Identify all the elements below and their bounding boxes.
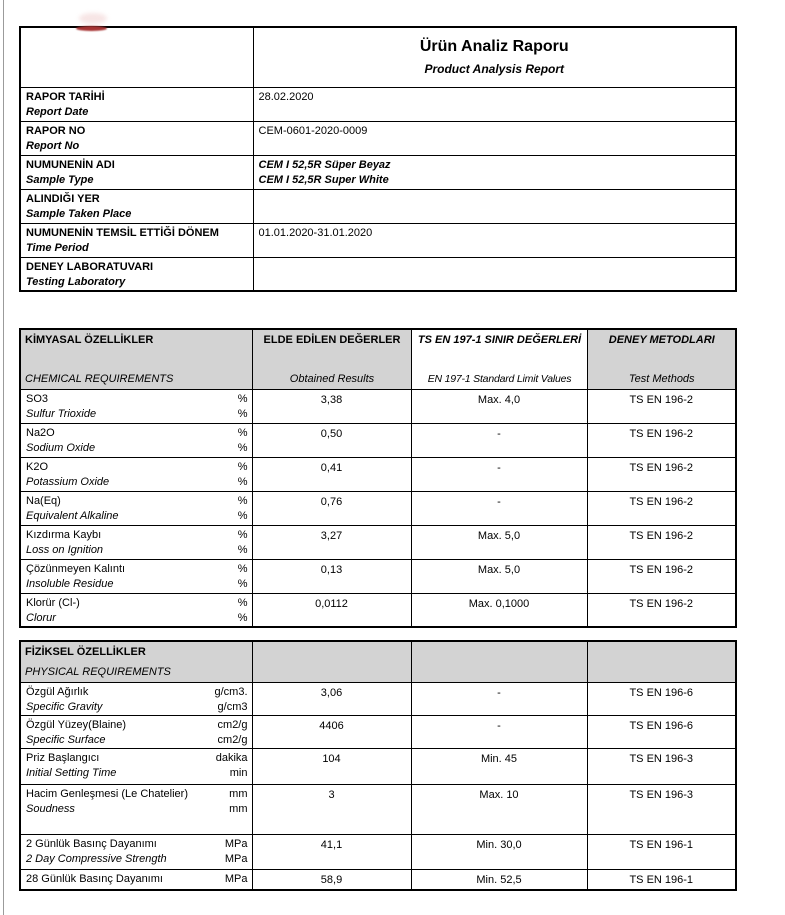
value-text-2: CEM I 52,5R Super White xyxy=(258,173,389,186)
chemical-header-results xyxy=(252,329,411,389)
limit-cell: - xyxy=(411,423,587,457)
value-cell xyxy=(253,121,736,155)
parameter-tr: Klorür (Cl-) xyxy=(26,596,80,609)
label-en: Report No xyxy=(26,139,80,152)
method-cell: TS EN 196-2 xyxy=(587,559,736,593)
title-cell xyxy=(253,27,736,87)
result-cell: 0,0112 xyxy=(252,593,411,627)
chemical-header-parameter xyxy=(20,329,252,389)
unit-en: % xyxy=(237,577,248,590)
parameter-cell xyxy=(20,834,252,869)
label-tr: NUMUNENİN ADI xyxy=(26,158,115,171)
unit-tr: MPa xyxy=(224,837,248,850)
method-cell: TS EN 196-2 xyxy=(587,423,736,457)
unit-tr: % xyxy=(237,494,248,507)
parameter-tr: Hacim Genleşmesi (Le Chatelier) xyxy=(26,787,188,800)
value-cell xyxy=(253,257,736,291)
method-cell: TS EN 196-2 xyxy=(587,593,736,627)
info-row-sample-type xyxy=(20,155,736,189)
table-row-2day-strength xyxy=(20,834,736,869)
table-row-loss-on-ignition xyxy=(20,525,736,559)
unit-tr: dakika xyxy=(215,751,248,764)
parameter-tr: Kızdırma Kaybı xyxy=(26,528,102,541)
chemical-header-row xyxy=(20,329,736,389)
value-cell xyxy=(253,189,736,223)
report-subtitle: Product Analysis Report xyxy=(424,62,565,77)
unit-en: g/cm3 xyxy=(217,700,248,713)
unit-tr: % xyxy=(237,460,248,473)
parameter-cell xyxy=(20,715,252,748)
unit-tr: mm xyxy=(229,787,248,800)
limit-cell: Max. 5,0 xyxy=(411,525,587,559)
result-cell: 3,27 xyxy=(252,525,411,559)
parameter-tr: Çözünmeyen Kalıntı xyxy=(26,562,126,575)
unit-en: min xyxy=(229,766,248,779)
result-cell: 3,06 xyxy=(252,682,411,715)
label-cell xyxy=(20,223,253,257)
parameter-en: Loss on Ignition xyxy=(26,543,104,556)
parameter-cell xyxy=(20,784,252,834)
header-tr: TS EN 197-1 SINIR DEĞERLERİ xyxy=(417,334,582,346)
physical-header-parameter xyxy=(20,641,252,682)
unit-tr: g/cm3. xyxy=(214,685,248,698)
limit-cell: - xyxy=(411,715,587,748)
header-en: CHEMICAL REQUIREMENTS xyxy=(25,372,174,385)
unit-en: % xyxy=(237,441,248,454)
method-cell: TS EN 196-6 xyxy=(587,682,736,715)
unit-en: cm2/g xyxy=(217,733,248,746)
parameter-tr: Na(Eq) xyxy=(26,494,61,507)
label-en: Sample Type xyxy=(26,173,94,186)
header-en: Test Methods xyxy=(628,372,695,385)
logo-red-mark xyxy=(76,26,107,31)
unit-tr: cm2/g xyxy=(217,718,248,731)
limit-cell: Min. 52,5 xyxy=(411,869,587,890)
header-en: EN 197-1 Standard Limit Values xyxy=(427,372,572,385)
parameter-cell xyxy=(20,491,252,525)
table-row-soundness xyxy=(20,784,736,834)
result-cell: 58,9 xyxy=(252,869,411,890)
parameter-en: Soudness xyxy=(26,802,75,815)
unit-en: % xyxy=(237,611,248,624)
label-en: Sample Taken Place xyxy=(26,207,132,220)
parameter-en: Clorur xyxy=(26,611,56,624)
method-cell: TS EN 196-2 xyxy=(587,389,736,423)
result-cell: 0,50 xyxy=(252,423,411,457)
header-tr: FİZİKSEL ÖZELLİKLER xyxy=(25,646,146,658)
method-cell: TS EN 196-1 xyxy=(587,834,736,869)
parameter-tr: Özgül Yüzey(Blaine) xyxy=(26,718,127,731)
unit-tr: % xyxy=(237,562,248,575)
parameter-en: Specific Gravity xyxy=(26,700,103,713)
header-tr: KİMYASAL ÖZELLİKLER xyxy=(25,334,154,346)
physical-properties-table xyxy=(19,640,737,891)
limit-cell: - xyxy=(411,491,587,525)
label-cell xyxy=(20,121,253,155)
parameter-en: Initial Setting Time xyxy=(26,766,117,779)
method-cell: TS EN 196-3 xyxy=(587,748,736,784)
unit-tr: % xyxy=(237,392,248,405)
method-cell: TS EN 196-6 xyxy=(587,715,736,748)
info-row-testing-laboratory xyxy=(20,257,736,291)
result-cell: 0,13 xyxy=(252,559,411,593)
header-en: Obtained Results xyxy=(289,372,375,385)
physical-header-results xyxy=(252,641,411,682)
result-cell: 3,38 xyxy=(252,389,411,423)
page-edge-line xyxy=(3,0,4,915)
header-tr: DENEY METODLARI xyxy=(608,334,715,346)
chemical-properties-table xyxy=(19,328,737,628)
parameter-en: Sulfur Trioxide xyxy=(26,407,97,420)
parameter-tr: Priz Başlangıcı xyxy=(26,751,100,764)
unit-en: % xyxy=(237,407,248,420)
physical-header-row xyxy=(20,641,736,682)
parameter-en: Insoluble Residue xyxy=(26,577,114,590)
limit-cell: Max. 5,0 xyxy=(411,559,587,593)
chemical-header-limits xyxy=(411,329,587,389)
table-row-k2o xyxy=(20,457,736,491)
parameter-cell xyxy=(20,389,252,423)
value-cell xyxy=(253,87,736,121)
report-header-table xyxy=(19,26,737,292)
limit-cell: Min. 45 xyxy=(411,748,587,784)
value-text: CEM-0601-2020-0009 xyxy=(258,124,368,137)
table-row-so3 xyxy=(20,389,736,423)
parameter-tr: SO3 xyxy=(26,392,49,405)
value-text: CEM I 52,5R Süper Beyaz xyxy=(258,158,391,171)
parameter-tr: Na2O xyxy=(26,426,55,439)
info-row-time-period xyxy=(20,223,736,257)
unit-tr: MPa xyxy=(224,872,248,885)
parameter-cell xyxy=(20,682,252,715)
label-cell xyxy=(20,257,253,291)
method-cell: TS EN 196-3 xyxy=(587,784,736,834)
label-en: Time Period xyxy=(26,241,89,254)
parameter-cell xyxy=(20,593,252,627)
report-title: Ürün Analiz Raporu xyxy=(419,38,569,56)
parameter-cell xyxy=(20,748,252,784)
table-row-specific-surface xyxy=(20,715,736,748)
label-tr: ALINDIĞI YER xyxy=(26,192,100,205)
value-text: 28.02.2020 xyxy=(258,90,314,103)
parameter-tr: Özgül Ağırlık xyxy=(26,685,89,698)
table-row-initial-setting-time xyxy=(20,748,736,784)
method-cell: TS EN 196-2 xyxy=(587,491,736,525)
physical-header-limits xyxy=(411,641,587,682)
unit-tr: % xyxy=(237,426,248,439)
result-cell: 41,1 xyxy=(252,834,411,869)
parameter-cell xyxy=(20,559,252,593)
table-row-insoluble-residue xyxy=(20,559,736,593)
info-row-report-no xyxy=(20,121,736,155)
method-cell: TS EN 196-2 xyxy=(587,525,736,559)
table-row-chloride xyxy=(20,593,736,627)
title-row xyxy=(20,27,736,87)
unit-tr: % xyxy=(237,528,248,541)
parameter-tr: K2O xyxy=(26,460,49,473)
label-tr: NUMUNENİN TEMSİL ETTİĞİ DÖNEM xyxy=(26,226,219,239)
parameter-cell xyxy=(20,869,252,890)
parameter-en: Specific Surface xyxy=(26,733,106,746)
limit-cell: Max. 0,1000 xyxy=(411,593,587,627)
table-row-28day-strength xyxy=(20,869,736,890)
unit-en: mm xyxy=(229,802,248,815)
label-tr: RAPOR NO xyxy=(26,124,86,137)
label-en: Report Date xyxy=(26,105,89,118)
parameter-tr: 28 Günlük Basınç Dayanımı xyxy=(26,872,163,885)
parameter-cell xyxy=(20,525,252,559)
logo-cell xyxy=(20,27,253,87)
parameter-en: Sodium Oxide xyxy=(26,441,96,454)
result-cell: 0,41 xyxy=(252,457,411,491)
unit-en: MPa xyxy=(224,852,248,865)
value-cell xyxy=(253,223,736,257)
unit-en: % xyxy=(237,475,248,488)
value-cell xyxy=(253,155,736,189)
chemical-header-methods xyxy=(587,329,736,389)
limit-cell: Max. 10 xyxy=(411,784,587,834)
parameter-en: Equivalent Alkaline xyxy=(26,509,119,522)
result-cell: 3 xyxy=(252,784,411,834)
result-cell: 104 xyxy=(252,748,411,784)
logo-smudge-faint xyxy=(79,13,107,24)
table-row-na2o xyxy=(20,423,736,457)
parameter-en: 2 Day Compressive Strength xyxy=(26,852,167,865)
label-cell xyxy=(20,189,253,223)
limit-cell: Min. 30,0 xyxy=(411,834,587,869)
unit-en: % xyxy=(237,543,248,556)
unit-tr: % xyxy=(237,596,248,609)
result-cell: 0,76 xyxy=(252,491,411,525)
header-tr: ELDE EDİLEN DEĞERLER xyxy=(263,334,401,346)
parameter-cell xyxy=(20,423,252,457)
label-tr: DENEY LABORATUVARI xyxy=(26,260,154,273)
method-cell: TS EN 196-1 xyxy=(587,869,736,890)
unit-en: % xyxy=(237,509,248,522)
label-cell xyxy=(20,155,253,189)
table-row-specific-gravity xyxy=(20,682,736,715)
parameter-en: Potassium Oxide xyxy=(26,475,110,488)
limit-cell: - xyxy=(411,682,587,715)
info-row-report-date xyxy=(20,87,736,121)
parameter-tr: 2 Günlük Basınç Dayanımı xyxy=(26,837,157,850)
parameter-cell xyxy=(20,457,252,491)
limit-cell: Max. 4,0 xyxy=(411,389,587,423)
physical-header-methods xyxy=(587,641,736,682)
label-en: Testing Laboratory xyxy=(26,275,126,288)
table-row-naeq xyxy=(20,491,736,525)
method-cell: TS EN 196-2 xyxy=(587,457,736,491)
label-tr: RAPOR TARİHİ xyxy=(26,90,105,103)
limit-cell: - xyxy=(411,457,587,491)
info-row-sample-taken-place xyxy=(20,189,736,223)
label-cell xyxy=(20,87,253,121)
value-text: 01.01.2020-31.01.2020 xyxy=(258,226,373,239)
result-cell: 4406 xyxy=(252,715,411,748)
header-en: PHYSICAL REQUIREMENTS xyxy=(25,665,171,678)
